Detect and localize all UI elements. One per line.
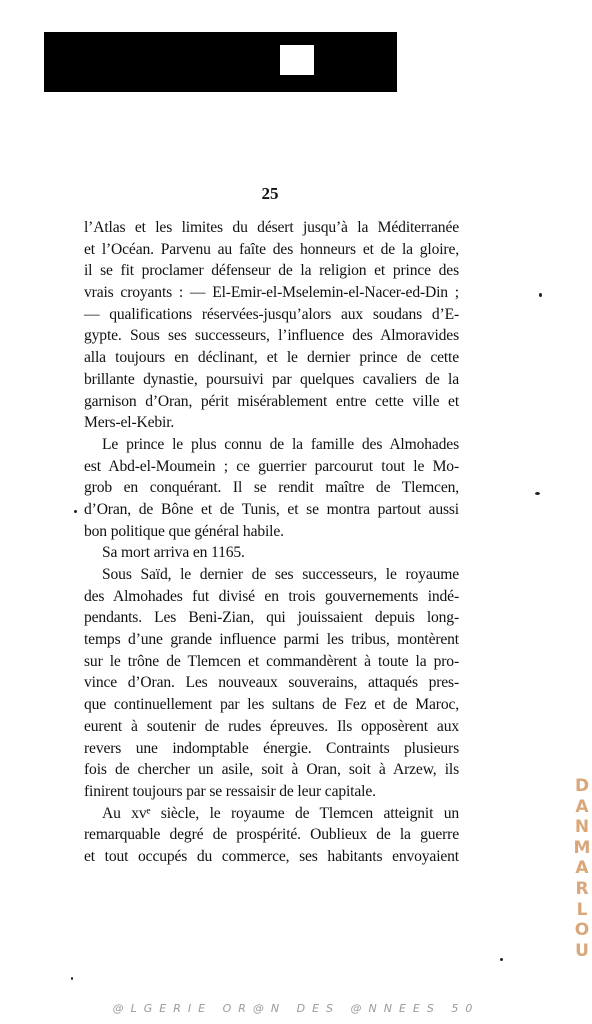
text-line: Mers-el-Kebir.	[84, 414, 175, 432]
text-line: Au xvᵉ siècle, le royaume de Tlemcen atteignit un	[102, 804, 459, 822]
page-number: 25	[261, 184, 279, 203]
text-line: remarquable degré de prospérité. Oublieux de la guerre	[84, 826, 459, 844]
text-line: vrais croyants : — El-Emir-el-Mselemin-el-Nacer-ed-Din ;	[84, 284, 459, 302]
text-line: fois de chercher un asile, soit à Oran, soit à Arzew, ils	[84, 761, 459, 779]
side-watermark-text: DANMARLOU	[573, 776, 591, 961]
text-line: eurent à soutenir de rudes épreuves. Ils opposèrent aux	[84, 717, 459, 735]
ink-speck	[74, 510, 77, 513]
text-line: d’Oran, de Bône et de Tunis, et se montra partout aussi	[84, 500, 459, 518]
text-line: finirent toujours par se ressaisir de leur capitale.	[84, 782, 376, 800]
text-line: garnison d’Oran, périt misérablement entre cette ville et	[84, 392, 459, 410]
redaction-white-box	[280, 45, 314, 75]
footer-watermark: @LGERIE OR@N DES @NNEES 50	[112, 1002, 480, 1015]
ink-speck	[500, 958, 503, 961]
text-line: l’Atlas et les limites du désert jusqu’à la Méditerranée	[84, 219, 459, 236]
text-line: des Almohades fut divisé en trois gouvernements indé-	[84, 587, 459, 605]
text-line: Le prince le plus connu de la famille des Almohades	[102, 435, 459, 453]
text-line: Sa mort arriva en 1165.	[102, 544, 245, 562]
ink-speck	[71, 977, 73, 980]
body-text	[84, 217, 459, 868]
text-line: est Abd-el-Moumein ; ce guerrier parcourut tout le Mo-	[84, 457, 459, 475]
side-watermark	[572, 776, 592, 961]
text-line: vince d’Oran. Les nouveaux souverains, attaqués pres-	[84, 674, 459, 692]
text-line: bon politique que général habile.	[84, 522, 284, 540]
text-line: alla toujours en déclinant, et le dernier prince de cette	[84, 349, 459, 367]
text-line: Sous Saïd, le dernier de ses successeurs, le royaume	[102, 566, 459, 583]
redaction-block	[44, 32, 397, 92]
text-line: et l’Océan. Parvenu au faîte des honneurs et de la gloire,	[84, 240, 459, 258]
text-line: que continuellement par les sultans de Fez et de Maroc,	[84, 696, 459, 714]
text-line: et tout occupés du commerce, ses habitants envoyaient	[84, 847, 459, 865]
text-line: pendants. Les Beni-Zian, qui jouissaient depuis long-	[84, 609, 459, 627]
text-line: — qualifications réservées-jusqu’alors aux soudans d’E-	[84, 305, 459, 323]
ink-speck	[535, 492, 540, 495]
ink-speck	[539, 293, 542, 297]
text-line: sur le trône de Tlemcen et commandèrent à toute la pro-	[84, 652, 459, 670]
text-line: grob en conquérant. Il se rendit maître de Tlemcen,	[84, 479, 459, 497]
text-line: il se fit proclamer défenseur de la religion et prince des	[84, 262, 459, 280]
text-line: brillante dynastie, poursuivi par quelques cavaliers de la	[84, 370, 459, 388]
text-line: revers une indomptable énergie. Contraints plusieurs	[84, 739, 459, 757]
text-line: gypte. Sous ses successeurs, l’influence des Almoravides	[84, 327, 459, 345]
text-line: temps d’une grande influence parmi les tribus, montèrent	[84, 631, 459, 649]
